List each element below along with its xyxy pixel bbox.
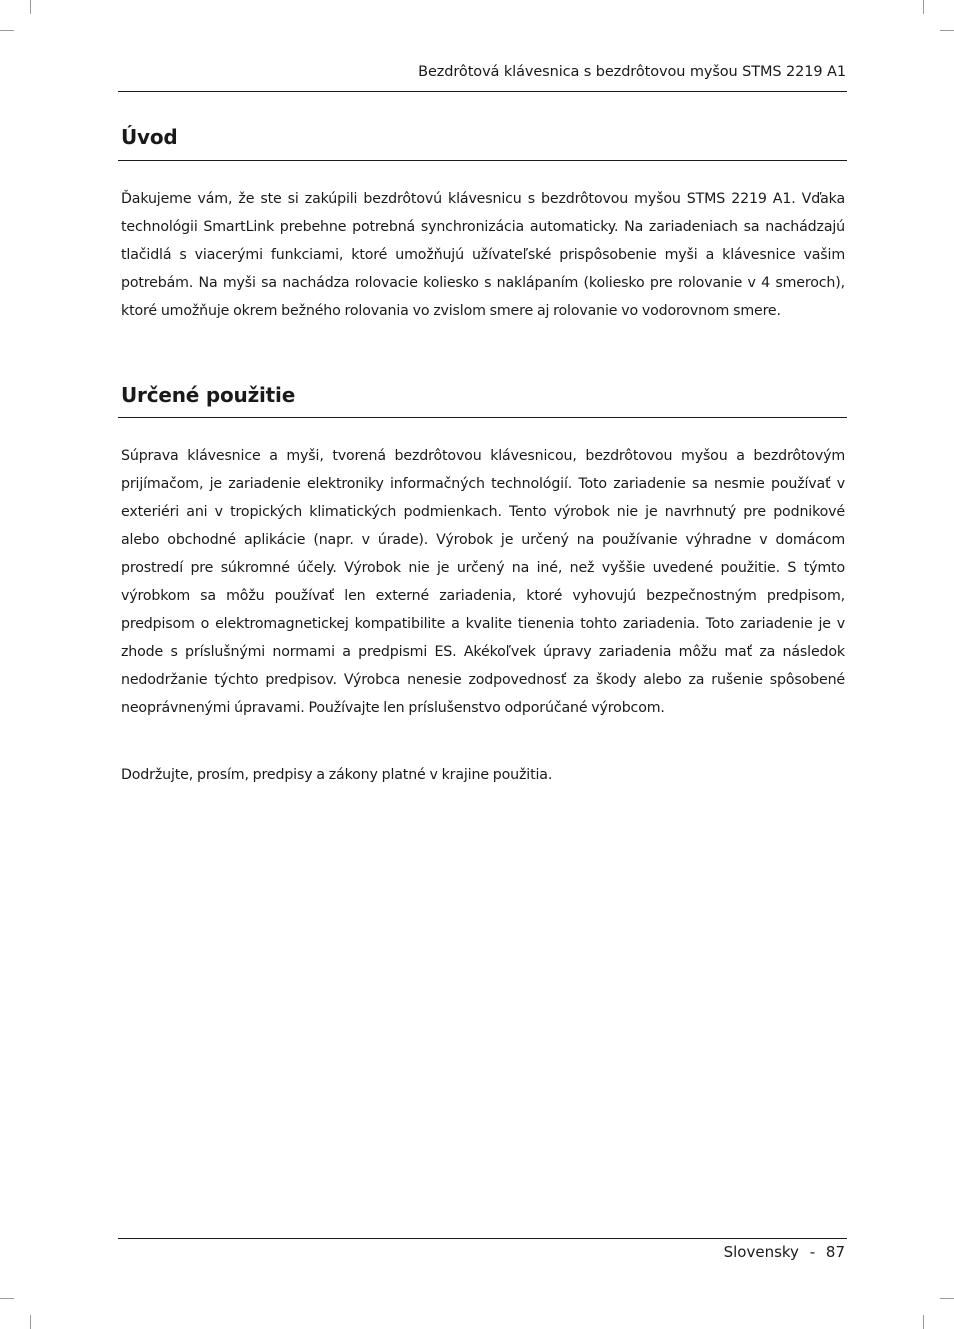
crop-mark: [923, 0, 924, 14]
crop-mark: [0, 30, 14, 31]
crop-mark: [940, 30, 954, 31]
header-rule: [118, 91, 847, 92]
page-footer: [724, 1243, 845, 1261]
section-title-intended-use: Určené použitie: [121, 383, 296, 407]
section-rule-intended-use: [118, 417, 847, 418]
intended-use-paragraph: Súprava klávesnice a myši, tvorená bezdrôtovou klávesnicou, bezdrôtovou myšou a bezdrôtovým prijímačom, je zariadenie elektroniky informačných technológií. Toto zariadenie sa nesmie používať v exteriéri ani v tropických klimatických podmienkach. Tento výrobok nie je navrhnutý pre podnikové alebo obchodné aplikácie (napr. v úrade). Výrobok je určený na používanie výhradne v domácom prostredí pre súkromné účely. Výrobok nie je určený na iné, než vyššie uvedené použitie. S týmto výrobkom sa môžu používať len externé zariadenia, ktoré vyhovujú bezpečnostným predpisom, predpisom o elektromagnetickej kompatibilite a kvalite tienenia tohto zariadenia. Toto zariadenie je v zhode s príslušnými normami a predpismi ES. Akékoľvek úpravy zariadenia môžu mať za následok nedodržanie týchto predpisov. Výrobca nenesie zodpovednosť za škody alebo za rušenie spôsobené neoprávnenými úpravami. Používajte len príslušenstvo odporúčané výrobcom.: [121, 448, 845, 716]
section-rule-intro: [118, 160, 847, 161]
crop-mark: [940, 1298, 954, 1299]
footer-separator: -: [809, 1243, 816, 1261]
crop-mark: [923, 1315, 924, 1329]
crop-mark: [30, 1315, 31, 1329]
crop-mark: [30, 0, 31, 14]
intended-use-note: Dodržujte, prosím, predpisy a zákony platné v krajine použitia.: [121, 767, 553, 783]
footer-rule: [118, 1238, 847, 1239]
intro-paragraph: Ďakujeme vám, že ste si zakúpili bezdrôtovú klávesnicu s bezdrôtovou myšou STMS 2219 A1. Vďaka technológii SmartLink prebehne potrebná synchronizácia automaticky. Na zariadeniach sa nachádzajú tlačidlá s viacerými funkciami, ktoré umožňujú užívateľské prispôsobenie myši a klávesnice vašim potrebám. Na myši sa nachádza rolovacie koliesko s naklápaním (koliesko pre rolovanie v 4 smeroch), ktoré umožňuje okrem bežného rolovania vo zvislom smere aj rolovanie vo vodorovnom smere.: [121, 191, 845, 319]
section-title-intro: Úvod: [121, 125, 178, 149]
running-header: Bezdrôtová klávesnica s bezdrôtovou myšou STMS 2219 A1: [418, 64, 846, 80]
crop-mark: [0, 1298, 14, 1299]
footer-language: Slovensky: [723, 1243, 799, 1261]
page-number: 87: [825, 1243, 845, 1261]
